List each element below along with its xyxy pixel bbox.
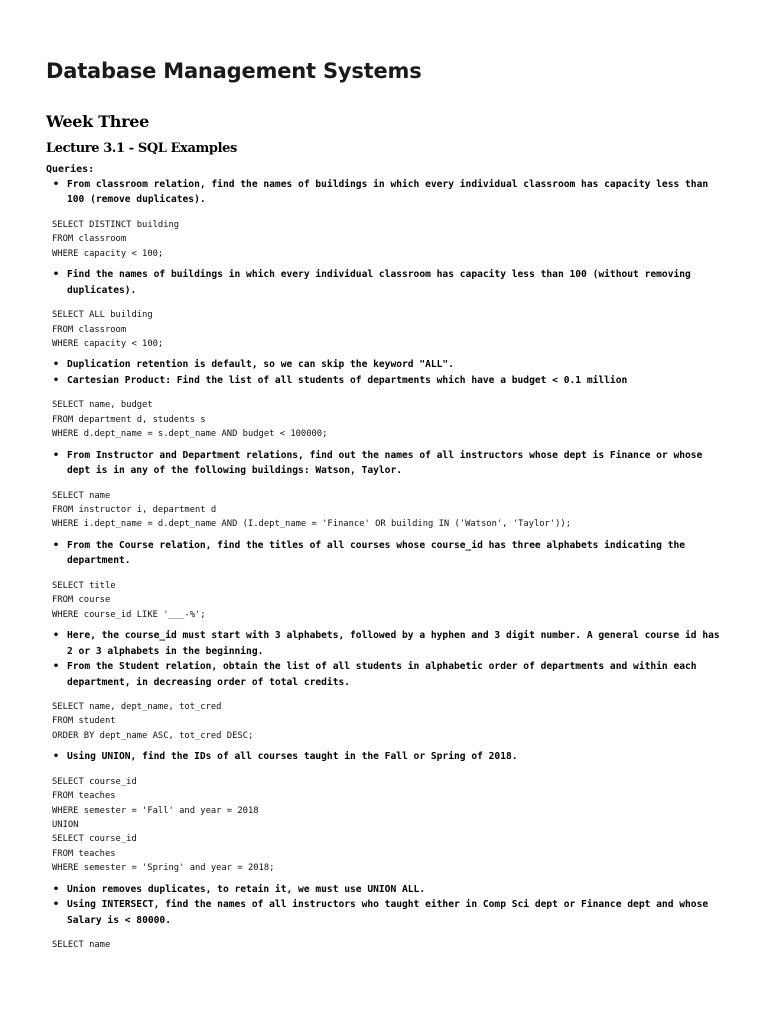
sql-code-block: SELECT name, budget FROM department d, students s WHERE d.dept_name = s.dept_name AND budget < 100000; — [52, 400, 328, 440]
sql-code-block: SELECT name FROM instructor i, department d WHERE i.dept_name = d.dept_name AND (I.dept_name = 'Finance' OR building IN ('Watson', 'Taylor')); — [52, 490, 572, 530]
document-title: Database Management Systems — [46, 59, 422, 83]
sql-code-block: SELECT DISTINCT building FROM classroom WHERE capacity < 100; — [52, 219, 180, 259]
bullet-item: • Using INTERSECT, find the names of all instructors who taught either in Comp Sci dept or Finance dept and whose Salary is < 80000. — [67, 897, 726, 928]
sql-code-block: SELECT course_id FROM teaches WHERE semester = 'Fall' and year = 2018 UNION SELECT course_id FROM teaches WHERE semester = 'Spring' and year = 2018; — [52, 776, 275, 874]
bullet-item: • Duplication retention is default, so we can skip the keyword "ALL". — [67, 357, 726, 373]
week-heading: Week Three — [46, 112, 150, 132]
bullet-list — [46, 357, 726, 388]
bullet-list — [46, 448, 726, 479]
bullet-item: • Here, the course_id must start with 3 alphabets, followed by a hyphen and 3 digit number. A general course id has 2 or 3 alphabets in the beginning. — [67, 628, 726, 659]
queries-label: Queries: — [46, 163, 95, 175]
sql-code-block: SELECT name, dept_name, tot_cred FROM student ORDER BY dept_name ASC, tot_cred DESC; — [52, 702, 254, 741]
sql-code-block: SELECT ALL building FROM classroom WHERE capacity < 100; — [52, 310, 164, 350]
bullet-item: • Cartesian Product: Find the list of all students of departments which have a budget < 0.1 million — [67, 373, 726, 389]
bullet-item: • Using UNION, find the IDs of all courses taught in the Fall or Spring of 2018. — [67, 749, 726, 765]
bullet-list — [46, 267, 726, 298]
bullet-item: • Find the names of buildings in which every individual classroom has capacity less than 100 (without removing duplicates). — [67, 267, 726, 298]
bullet-item: • From Instructor and Department relations, find out the names of all instructors whose dept is Finance or whose dept is in any of the following buildings: Watson, Taylor. — [67, 448, 726, 479]
bullet-item: • From the Course relation, find the titles of all courses whose course_id has three alphabets indicating the department. — [67, 538, 726, 569]
bullet-item: • From classroom relation, find the names of buildings in which every individual classroom has capacity less than 100 (remove duplicates). — [67, 177, 726, 208]
bullet-list — [46, 628, 726, 690]
bullet-list — [46, 882, 726, 929]
document-page — [46, 58, 726, 959]
bullet-list — [46, 538, 726, 569]
bullet-item: • From the Student relation, obtain the list of all students in alphabetic order of departments and within each department, in decreasing order of total credits. — [67, 659, 726, 690]
bullet-list — [46, 177, 726, 208]
lecture-heading: Lecture 3.1 - SQL Examples — [46, 141, 237, 157]
sql-code-block: SELECT name — [52, 940, 111, 951]
bullet-item: • Union removes duplicates, to retain it, we must use UNION ALL. — [67, 882, 726, 898]
bullet-list — [46, 749, 726, 765]
sql-code-block: SELECT title FROM course WHERE course_id LIKE '___-%'; — [52, 580, 206, 620]
